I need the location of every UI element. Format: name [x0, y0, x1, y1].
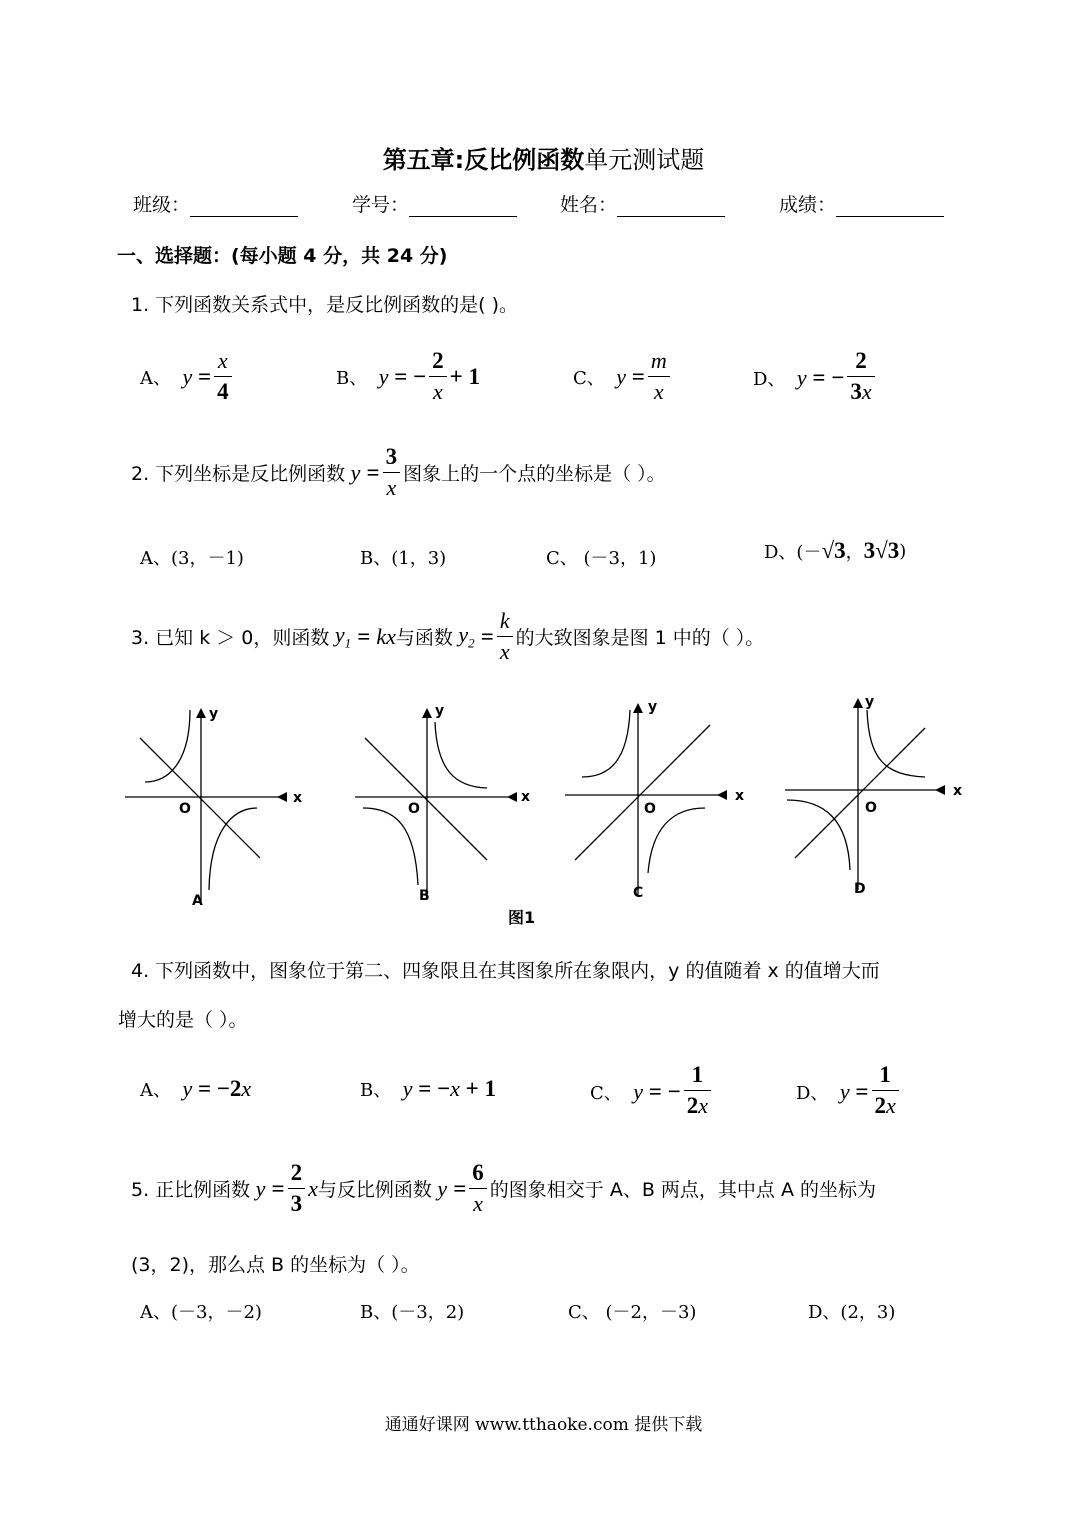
name-field — [560, 190, 725, 217]
svg-text:x: x — [521, 789, 531, 805]
id-label: 学号： — [352, 194, 410, 216]
svg-text:B: B — [419, 888, 430, 904]
question-3-stem: 3. 已知 k ＞ 0，则函数 $y_1$ = kx 与函数 $y_2$ = $\frac{k}{x}$ 的大致图象是图 1 中的（ ）。 — [131, 608, 765, 664]
score-label: 成绩： — [779, 194, 837, 216]
section-heading: 一、选择题：(每小题 4 分，共 24 分) — [117, 245, 448, 267]
q1-option-c[interactable]: C、 y = $\frac{m}{x}$ — [573, 346, 673, 407]
class-blank[interactable] — [190, 198, 298, 217]
graph-c — [560, 695, 755, 910]
svg-text:C: C — [633, 885, 644, 901]
score-field — [779, 190, 944, 217]
svg-text:y: y — [209, 706, 219, 722]
class-field — [133, 190, 298, 217]
q4-option-c[interactable]: C、 y = − $\frac{1}{2x}$ — [590, 1060, 714, 1123]
graph-b — [345, 700, 545, 915]
svg-text:x: x — [953, 783, 963, 799]
page-footer: 通通好课网 www.tthaoke.com 提供下载 — [384, 1415, 703, 1435]
q2-option-b[interactable]: B、(1，3) — [360, 548, 447, 569]
q5-option-d[interactable]: D、(2，3) — [808, 1302, 896, 1323]
question-5-line2: (3，2)，那么点 B 的坐标为（ ）。 — [131, 1254, 420, 1276]
graph-d — [775, 690, 975, 905]
question-5-stem: 5. 正比例函数 y = $\frac{2}{3}$ x 与反比例函数 y = $\frac{6}{x}$ 的图象相交于 A、B 两点，其中点 A 的坐标为 — [131, 1160, 876, 1216]
svg-text:O: O — [865, 800, 877, 816]
q2-option-d[interactable]: D、(－ √3 ， 3√3 ) — [764, 538, 907, 563]
svg-text:x: x — [735, 788, 745, 804]
svg-text:y: y — [865, 694, 875, 710]
question-4-line2: 增大的是（ ）。 — [118, 1009, 248, 1031]
figure-caption: 图1 — [508, 908, 536, 927]
id-field — [352, 190, 517, 217]
q4-option-d[interactable]: D、 y = $\frac{1}{2x}$ — [796, 1060, 902, 1123]
svg-text:O: O — [179, 801, 191, 817]
question-1-stem: 1. 下列函数关系式中，是反比例函数的是( )。 — [131, 294, 519, 316]
svg-text:O: O — [644, 801, 656, 817]
svg-text:y: y — [435, 703, 445, 719]
q5-option-c[interactable]: C、 (－2，－3) — [568, 1302, 697, 1323]
svg-text:A: A — [192, 893, 203, 909]
q1-option-b[interactable]: B、 y = − $\frac{2}{x}$ + 1 — [336, 348, 481, 404]
svg-text:O: O — [408, 801, 420, 817]
q2-option-c[interactable]: C、 (－3，1) — [546, 548, 657, 569]
q2-option-a[interactable]: A、(3，－1) — [140, 548, 244, 569]
name-blank[interactable] — [617, 198, 725, 217]
class-label: 班级： — [133, 194, 191, 216]
q4-option-a[interactable]: A、 y = −2 x — [140, 1076, 252, 1101]
q5-option-b[interactable]: B、(－3，2) — [360, 1302, 465, 1323]
name-label: 姓名： — [560, 194, 618, 216]
q5-option-a[interactable]: A、(－3，－2) — [140, 1302, 262, 1323]
page-title — [0, 140, 1087, 175]
svg-text:y: y — [648, 699, 658, 715]
svg-text:x: x — [293, 790, 303, 806]
q4-option-b[interactable]: B、 y = − x + 1 — [360, 1076, 497, 1101]
title-normal: 单元测试题 — [584, 146, 705, 174]
question-2-stem: 2. 下列坐标是反比例函数 y = $\frac{3}{x}$ 图象上的一个点的坐标是（ ）。 — [131, 444, 666, 500]
question-4-line1: 4. 下列函数中，图象位于第二、四象限且在其图象所在象限内，y 的值随着 x 的值增大而 — [131, 960, 880, 982]
title-bold: 第五章:反比例函数 — [382, 146, 585, 174]
q1-option-a[interactable]: A、 y = $\frac{x}{4}$ — [140, 346, 235, 407]
svg-text:D: D — [854, 881, 866, 897]
score-blank[interactable] — [836, 198, 944, 217]
id-blank[interactable] — [409, 198, 517, 217]
graph-a — [115, 700, 315, 915]
q1-option-d[interactable]: D、 y = − $\frac{2}{3x}$ — [753, 346, 878, 409]
